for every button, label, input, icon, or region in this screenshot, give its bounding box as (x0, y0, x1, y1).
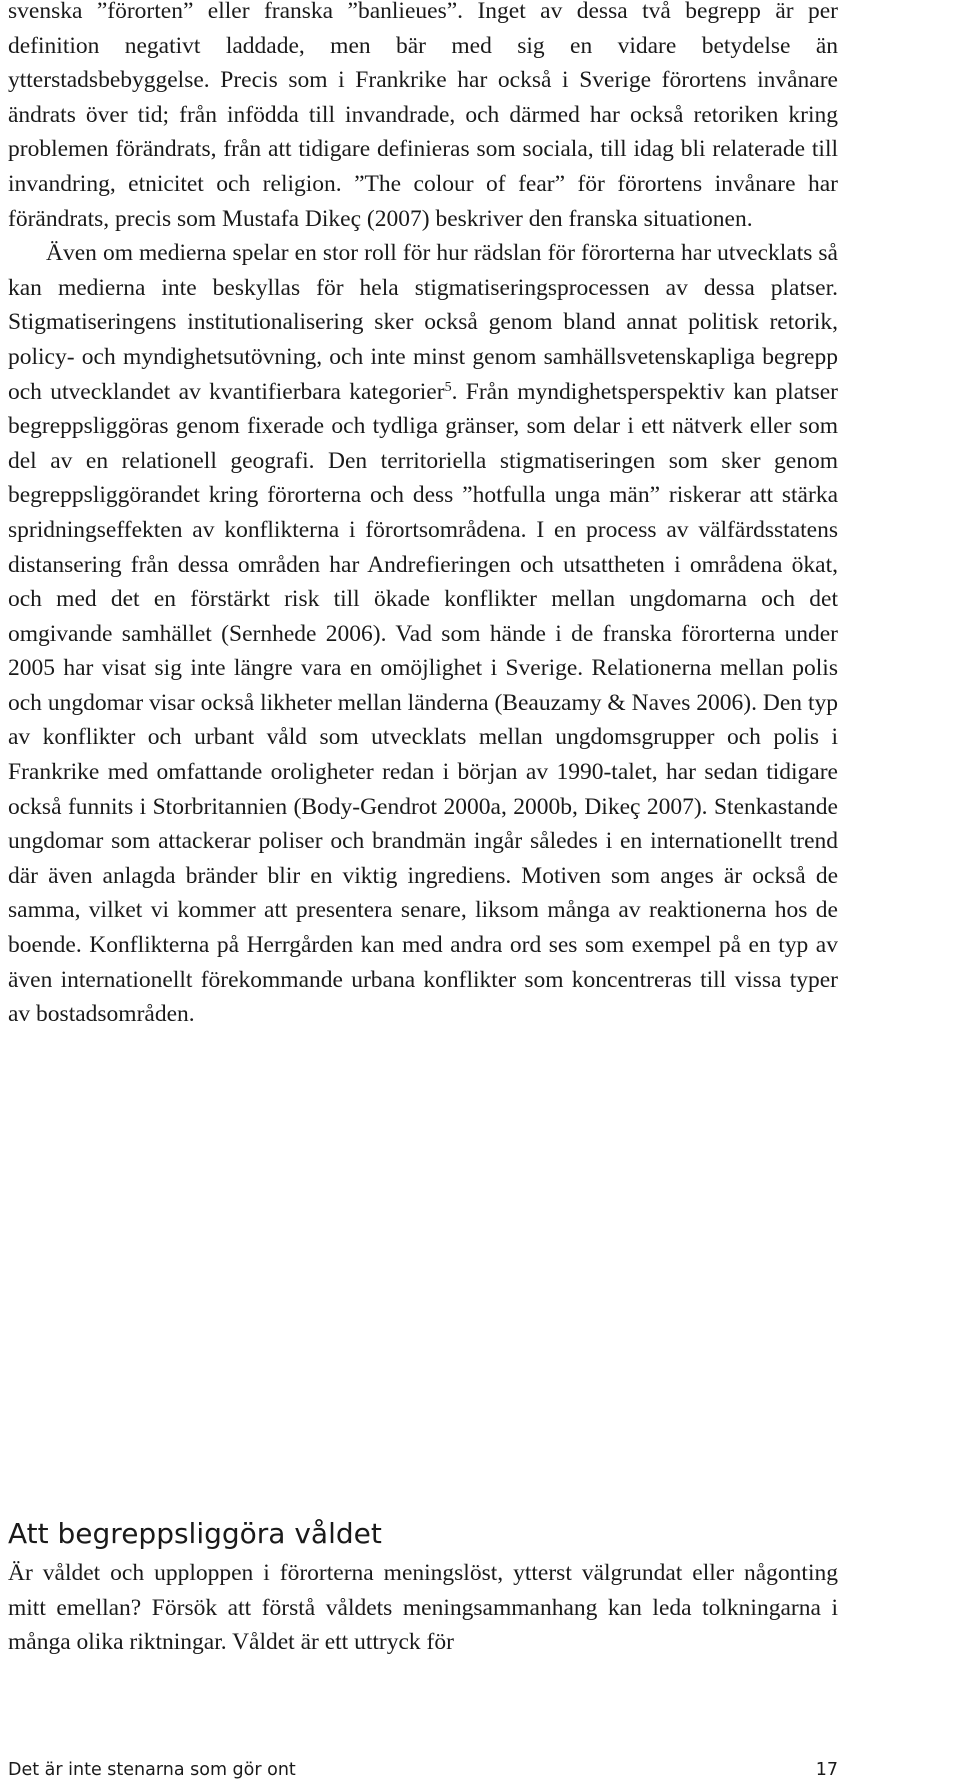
section-heading: Att begreppsliggöra våldet (8, 1517, 382, 1550)
section-body-text (8, 1556, 838, 1660)
page-number: 17 (815, 1760, 838, 1780)
footer-book-title: Det är inte stenarna som gör ont (8, 1760, 296, 1780)
paragraph-1: svenska ”förorten” eller franska ”banlieues”. Inget av dessa två begrepp är per definition negativt laddade, men bär med sig en vidare betydelse än ytterstadsbebyggelse. Precis som i Frankrike har också i Sverige förortens invånare ändrats över tid; från infödda till invandrade, och därmed har också retoriken kring problemen förändrats, från att tidigare definieras som sociala, till idag bli relaterade till invandring, etnicitet och religion. ”The colour of fear” för förortens invånare har förändrats, precis som Mustafa Dikeç (2007) beskriver den franska situationen. (8, 0, 838, 232)
paragraph-2-part-2: . Från myndighetsperspektiv kan platser begreppsliggöras genom fixerade och tydliga gränser, som delar i ett nätverk eller som del av en relationell geografi. Den territoriella stigmatiseringen som sker genom begreppsliggörandet kring förorterna och dess ”hotfulla unga män” riskerar att stärka spridningseffekten av konflikterna i förortsområdena. I en process av välfärdsstatens distansering från dessa områden har Andrefieringen och utsattheten i områdena ökat, och med det en förstärkt risk till ökade konflikter mellan ungdomarna och det omgivande samhället (Sernhede 2006). Vad som hände i de franska förorterna under 2005 har visat sig inte längre vara en omöjlighet i Sverige. Relationerna mellan polis och ungdomar visar också likheter mellan länderna (Beauzamy & Naves 2006). Den typ av konflikter och urbant våld som utvecklats mellan ungdomsgrupper och polis i Frankrike med omfattande oroligheter redan i början av 1990-talet, har sedan tidigare också funnits i Storbritannien (Body-Gendrot 2000a, 2000b, Dikeç 2007). Stenkastande ungdomar som attackerar poliser och brandmän ingår således i en internationellt trend där även anlagda bränder blir en viktig ingrediens. Motiven som anges är också de samma, vilket vi kommer att presentera senare, liksom många av reaktionerna hos de boende. Konflikterna på Herrgården kan med andra ord ses som exempel på en typ av även internationellt förekommande urbana konflikter som koncentreras till vissa typer av bostadsområden. (8, 378, 838, 1028)
section-paragraph: Är våldet och upploppen i förorterna meningslöst, ytterst välgrundat eller någonting mitt emellan? Försök att förstå våldets meningsammanhang kan leda tolkningarna i många olika riktningar. Våldet är ett uttryck för (8, 1560, 838, 1656)
page-footer (8, 1758, 838, 1782)
footnote-reference[interactable]: 5 (444, 379, 452, 395)
main-body-text (8, 0, 838, 1032)
paragraph-2-part-1: Även om medierna spelar en stor roll för hur rädslan för förorterna har utvecklats så kan medierna inte beskyllas för hela stigmatiseringsprocessen av dessa platser. Stigmatiseringens institutionalisering sker också genom bland annat politisk retorik, policy- och myndighetsutövning, och inte minst genom samhällsvetenskapliga begrepp och utvecklandet av kvantifierbara kategorier (8, 240, 838, 405)
paragraph-2 (8, 236, 838, 1032)
